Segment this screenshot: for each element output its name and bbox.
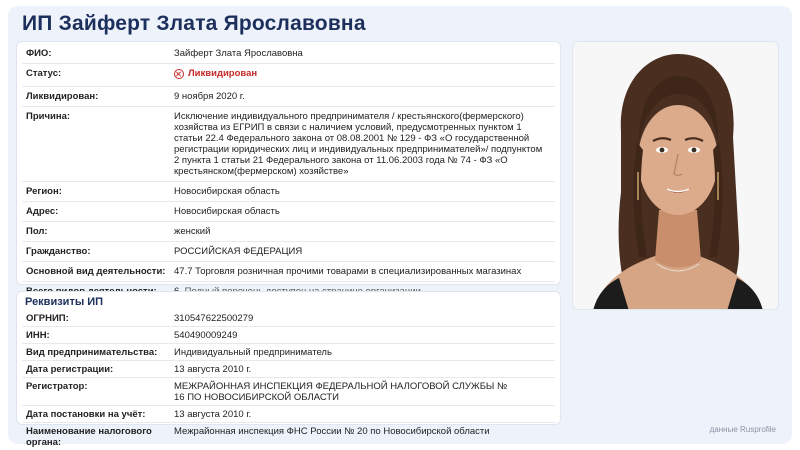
- label-main-activity: Основной вид деятельности:: [22, 261, 170, 281]
- label-region: Регион:: [22, 181, 170, 201]
- label-tax-date: Дата постановки на учёт:: [22, 406, 170, 423]
- row-citizenship: [22, 241, 555, 261]
- row-liquidated: [22, 86, 555, 106]
- row-business-type: [22, 344, 555, 361]
- label-gender: Пол:: [22, 221, 170, 241]
- row-gender: [22, 221, 555, 241]
- value-address: Новосибирская область: [170, 201, 555, 221]
- label-ogrnip: ОГРНИП:: [22, 310, 170, 327]
- row-reason: [22, 106, 555, 181]
- value-reg-date: 13 августа 2010 г.: [170, 361, 555, 378]
- main-info-table: [22, 44, 555, 301]
- requisites-card: [16, 291, 561, 448]
- value-registrar: МЕЖРАЙОННАЯ ИНСПЕКЦИЯ ФЕДЕРАЛЬНОЙ НАЛОГОВОЙ СЛУЖБЫ № 16 ПО НОВОСИБИРСКОЙ ОБЛАСТИ: [170, 378, 555, 406]
- value-business-type: Индивидуальный предприниматель: [170, 344, 555, 361]
- label-inn: ИНН:: [22, 327, 170, 344]
- label-liquidated: Ликвидирован:: [22, 86, 170, 106]
- x-circle-icon: [174, 69, 184, 79]
- label-business-type: Вид предпринимательства:: [22, 344, 170, 361]
- source-footer: данные Rusprofile: [709, 425, 776, 434]
- value-inn: 540490009249: [170, 327, 555, 344]
- label-citizenship: Гражданство:: [22, 241, 170, 261]
- label-address: Адрес:: [22, 201, 170, 221]
- label-reg-date: Дата регистрации:: [22, 361, 170, 378]
- row-tax-authority: [22, 423, 555, 450]
- row-registrar: [22, 378, 555, 406]
- label-fio: ФИО:: [22, 44, 170, 64]
- row-main-activity: [22, 261, 555, 281]
- value-gender: женский: [170, 221, 555, 241]
- status-badge: [174, 68, 257, 79]
- requisites-table: [22, 310, 555, 450]
- person-photo-illustration: [573, 42, 779, 310]
- label-tax-authority: Наименование налогового органа:: [26, 425, 152, 448]
- row-inn: [22, 327, 555, 344]
- value-main-activity: 47.7 Торговля розничная прочими товарами в специализированных магазинах: [170, 261, 555, 281]
- value-liquidated: 9 ноября 2020 г.: [170, 86, 555, 106]
- row-region: [22, 181, 555, 201]
- main-info-card: [16, 41, 561, 285]
- person-photo: [572, 41, 779, 310]
- row-fio: [22, 44, 555, 64]
- page-title: ИП Зайферт Злата Ярославовна: [22, 12, 366, 35]
- value-citizenship: РОССИЙСКАЯ ФЕДЕРАЦИЯ: [170, 241, 555, 261]
- row-ogrnip: [22, 310, 555, 327]
- value-reason: Исключение индивидуального предпринимателя / крестьянского(фермерского) хозяйства из ЕГРИП в связи с наличием условий, предусмотренных пунктом 1 статьи 22.4 Федерального закона от 08.08.2001 № 129 - ФЗ «О государственной регистрации юридических лиц и индивидуальных предпринимателей»/ подпунктом 2 пункта 1 статьи 21 Федерального закона от 11.06.2003 года № 74 - ФЗ «О крестьянском(фермерском) хозяйстве»: [170, 106, 555, 181]
- row-status: [22, 64, 555, 87]
- row-address: [22, 201, 555, 221]
- label-reason: Причина:: [22, 106, 170, 181]
- status-value: Ликвидирован: [188, 68, 258, 79]
- value-fio: Зайферт Злата Ярославовна: [170, 44, 555, 64]
- value-region: Новосибирская область: [170, 181, 555, 201]
- requisites-title: Реквизиты ИП: [25, 296, 104, 308]
- label-registrar: Регистратор:: [22, 378, 170, 406]
- value-tax-date: 13 августа 2010 г.: [170, 406, 555, 423]
- label-status: Статус:: [22, 64, 170, 87]
- row-tax-date: [22, 406, 555, 423]
- value-ogrnip: 310547622500279: [170, 310, 555, 327]
- row-reg-date: [22, 361, 555, 378]
- value-tax-authority: Межрайонная инспекция ФНС России № 20 по Новосибирской области: [174, 425, 490, 437]
